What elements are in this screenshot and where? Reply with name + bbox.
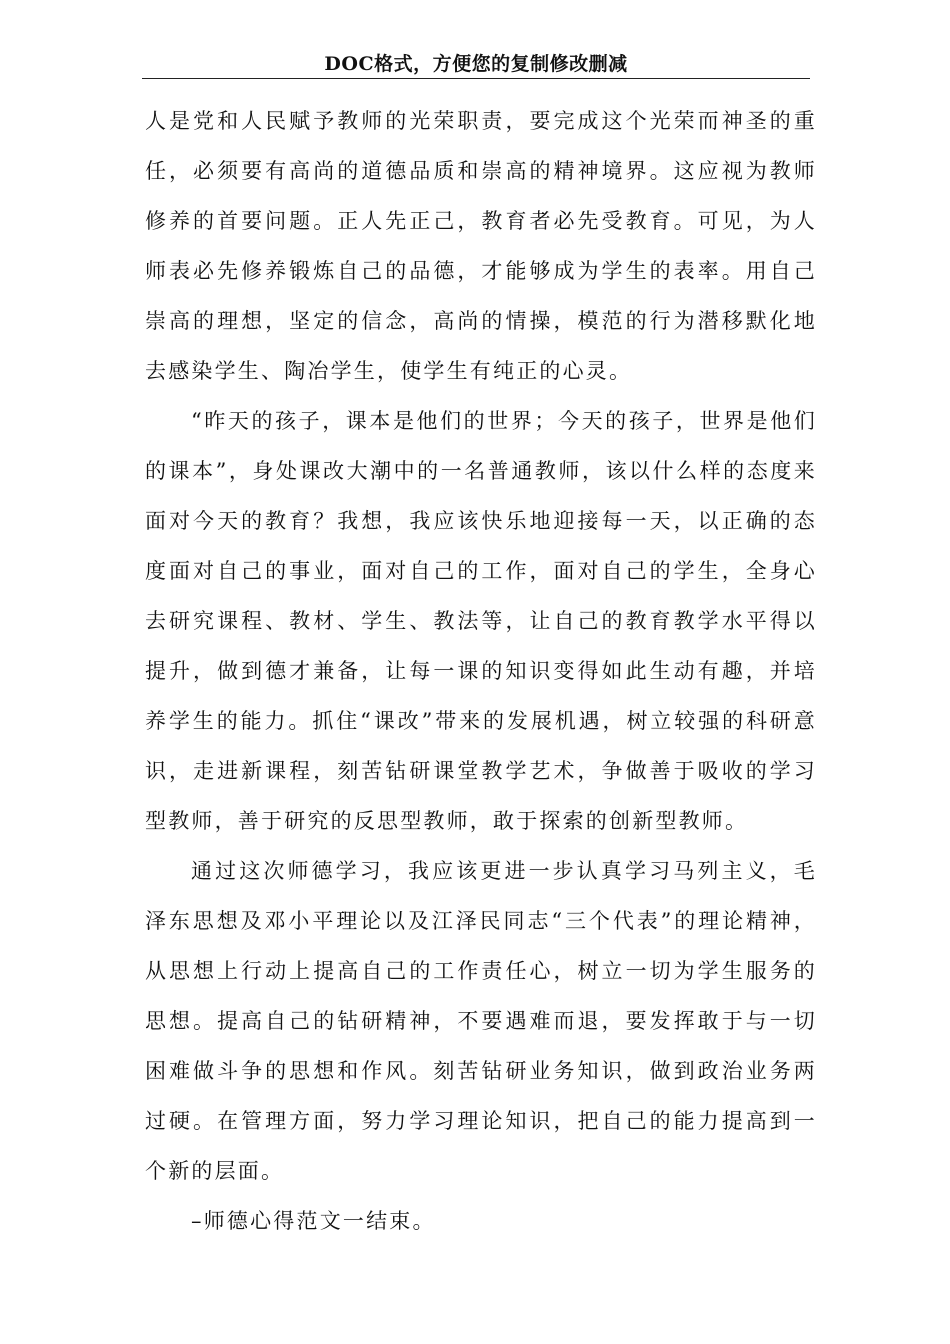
document-body bbox=[145, 96, 817, 1246]
header-divider bbox=[142, 78, 810, 79]
paragraph-1: 人是党和人民赋予教师的光荣职责，要完成这个光荣而神圣的重任，必须要有高尚的道德品质和崇高的精神境界。这应视为教师修养的首要问题。正人先正己，教育者必先受教育。可见，为人师表必先修养锻炼自己的品德，才能够成为学生的表率。用自己崇高的理想，坚定的信念，高尚的情操，模范的行为潜移默化地去感染学生、陶冶学生，使学生有纯正的心灵。 bbox=[145, 109, 817, 383]
paragraph-4-closing: –师德心得范文一结束。 bbox=[191, 1209, 436, 1233]
paragraph-3: 通过这次师德学习，我应该更进一步认真学习马列主义，毛泽东思想及邓小平理论以及江泽民同志“三个代表”的理论精神，从思想上行动上提高自己的工作责任心，树立一切为学生服务的思想。提高自己的钻研精神，不要遇难而退，要发挥敢于与一切困难做斗争的思想和作风。刻苦钻研业务知识，做到政治业务两过硬。在管理方面，努力学习理论知识，把自己的能力提高到一个新的层面。 bbox=[145, 859, 817, 1183]
paragraph-2: “昨天的孩子，课本是他们的世界；今天的孩子，世界是他们的课本”，身处课改大潮中的一名普通教师，该以什么样的态度来面对今天的教育？我想，我应该快乐地迎接每一天，以正确的态度面对自己的事业，面对自己的工作，面对自己的学生，全身心去研究课程、教材、学生、教法等，让自己的教育教学水平得以提升，做到德才兼备，让每一课的知识变得如此生动有趣，并培养学生的能力。抓住“课改”带来的发展机遇，树立较强的科研意识，走进新课程，刻苦钻研课堂教学艺术，争做善于吸收的学习型教师，善于研究的反思型教师，敢于探索的创新型教师。 bbox=[145, 409, 817, 833]
page-header: DOC格式，方便您的复制修改删减 bbox=[324, 53, 628, 75]
